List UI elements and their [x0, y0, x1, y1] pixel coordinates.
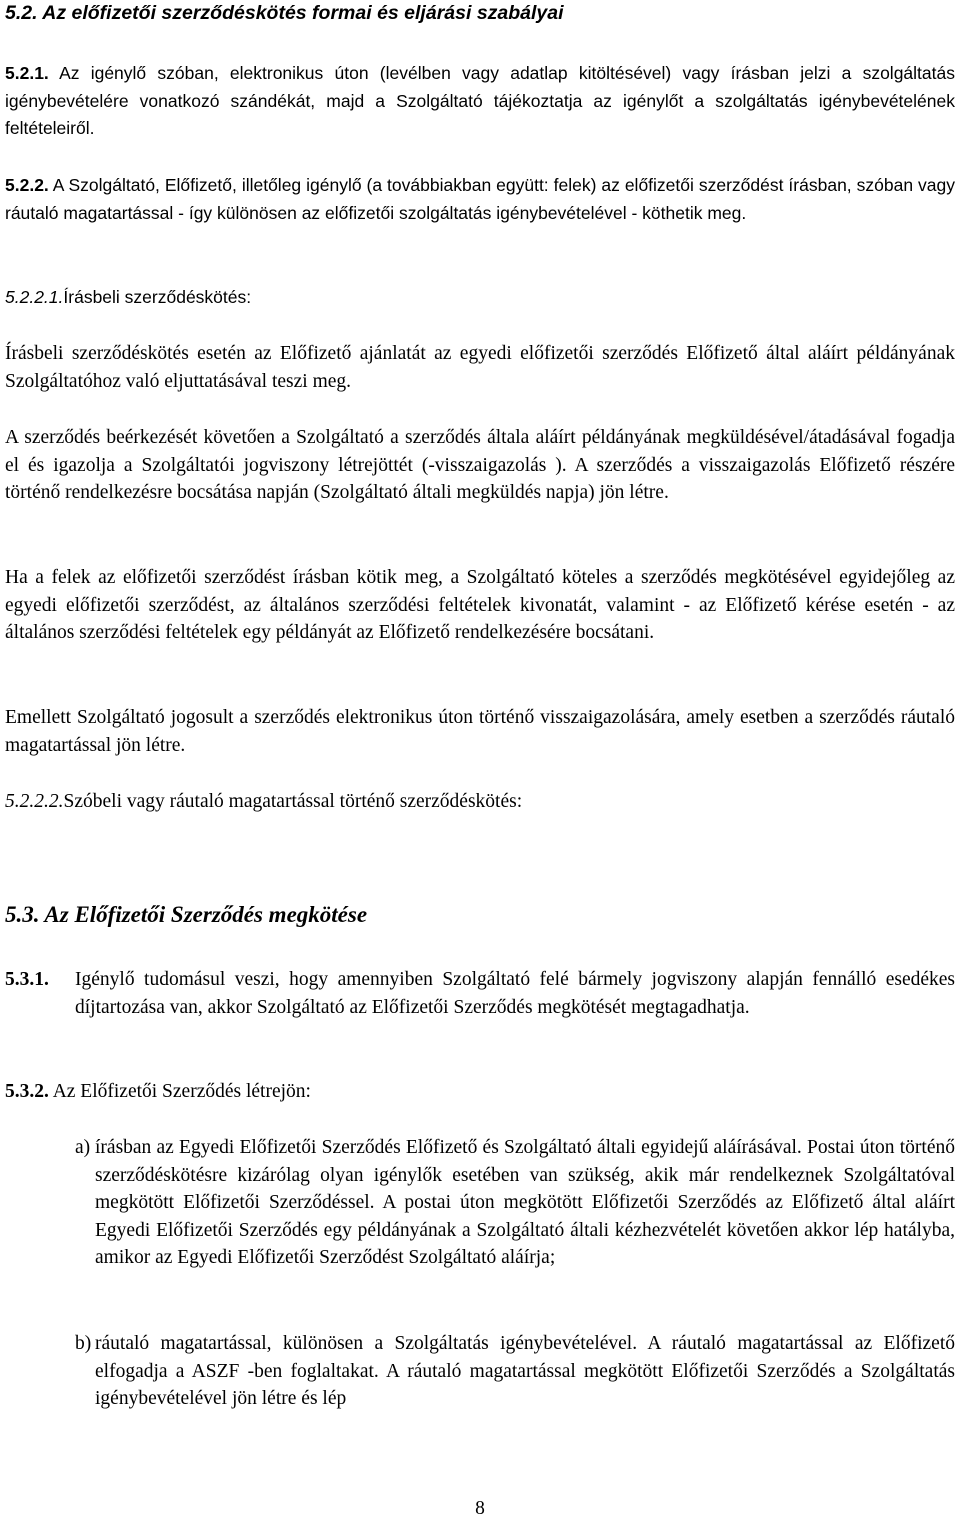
- paragraph-text: Az igénylő szóban, elektronikus úton (levélben vagy adatlap kitöltésével) vagy írásban jelzi a szolgáltatás igénybevételére vonatkozó szándékát, majd a Szolgáltató tájékoztatja az igénylőt a szolgáltatás igénybevételének feltételeiről.: [5, 63, 955, 138]
- list-item-b: [75, 1330, 955, 1413]
- page-number: 8: [475, 1498, 485, 1519]
- paragraph-electronic-confirmation: Emellett Szolgáltató jogosult a szerződés elektronikus úton történő visszaigazolására, amely esetben a szerződés ráutaló magatartással jön létre.: [5, 707, 955, 756]
- subsection-title: Szóbeli vagy ráutaló magatartással történő szerződéskötés:: [63, 791, 523, 812]
- paragraph-number: 5.2.2.: [5, 175, 49, 195]
- paragraph-text: Igénylő tudomásul veszi, hogy amennyiben Szolgáltató felé bármely jogviszony alapján fennálló esedékes díjtartozása van, akkor Szolgáltató az Előfizetői Szerződés megkötését megtagadhatja.: [75, 969, 955, 1018]
- section-title: Az előfizetői szerződéskötés formai és eljárási szabályai: [42, 2, 564, 24]
- list-marker: b): [75, 1333, 92, 1354]
- subsection-number: 5.2.2.1.: [5, 287, 64, 307]
- section-number: 5.3.: [5, 902, 40, 927]
- paragraph-number: 5.2.1.: [5, 63, 49, 83]
- paragraph-number: 5.3.2.: [5, 1081, 49, 1102]
- paragraph-number: 5.3.1.: [5, 969, 49, 990]
- list-marker: a): [75, 1137, 91, 1158]
- paragraph-written-contract: Írásbeli szerződéskötés esetén az Előfizető ajánlatát az egyedi előfizetői szerződés Előfizető által aláírt példányának Szolgáltatóhoz való eljuttatásával teszi meg.: [5, 343, 955, 392]
- section-title: Az Előfizetői Szerződés megkötése: [44, 902, 368, 927]
- paragraph-confirmation: A szerződés beérkezését követően a Szolgáltató a szerződés általa aláírt példányának megküldésével/átadásával fogadja el és igazolja a Szolgáltatói jogviszony létrejöttét (-visszaigazolás ). A szerződés a visszaigazolás Előfizető részére történő rendelkezésre bocsátása napján (Szolgáltató általi megküldés napja) jön létre.: [5, 427, 955, 504]
- paragraph-5-2-2: [5, 172, 955, 227]
- paragraph-text: A Szolgáltató, Előfizető, illetőleg igénylő (a továbbiakban együtt: felek) az előfizetői szerződést írásban, szóban vagy ráutaló magatartással - így különösen az előfizetői szolgáltatás igénybevételével - köthetik meg.: [5, 175, 955, 223]
- paragraph-text: Az Előfizetői Szerződés létrejön:: [52, 1081, 311, 1102]
- subsection-number: 5.2.2.2.: [5, 791, 64, 812]
- paragraph-written-obligations: Ha a felek az előfizetői szerződést írásban kötik meg, a Szolgáltató köteles a szerződés megkötésével egyidejőleg az egyedi előfizetői szerződést, az általános szerződési feltételek kivonatát, valamint - az Előfizető kérése esetén - az általános szerződési feltételek egy példányát az Előfizető rendelkezésére bocsátani.: [5, 567, 955, 644]
- subsection-5-2-2-1: [5, 284, 955, 312]
- list-item-a: [75, 1134, 955, 1272]
- section-heading-5-3: [5, 900, 955, 930]
- list-item-text: írásban az Egyedi Előfizetői Szerződés Előfizető és Szolgáltató általi egyidejű aláírásával. Postai úton történő szerződéskötésre kizárólag olyan igénylők esetében van szükség, akik már rendelkeznek Szolgáltatóval megkötött Előfizetői Szerződéssel. A postai úton megkötött Előfizetői Szerződés az Előfizető által aláírt Egyedi Előfizetői Szerződés egy példányának a Szolgáltató általi kézhezvételét követően akkor lép hatályba, amikor az Egyedi Előfizetői Szerződést Szolgáltató aláírja;: [95, 1137, 955, 1269]
- paragraph-5-3-2: [5, 1078, 955, 1106]
- paragraph-5-2-1: [5, 60, 955, 143]
- section-heading-5-2: [5, 0, 955, 27]
- section-number: 5.2.: [5, 2, 38, 24]
- subsection-title: Írásbeli szerződéskötés:: [63, 287, 252, 307]
- list-item-text: ráutaló magatartással, különösen a Szolgáltatás igénybevételével. A ráutaló magatartással az Előfizető elfogadja a ASZF -ben foglaltakat. A ráutaló magatartással megkötött Előfizetői Szerződés a Szolgáltatás igénybevételével jön létre és lép: [95, 1333, 955, 1410]
- paragraph-5-3-1: [5, 966, 955, 1021]
- subsection-5-2-2-2: [5, 788, 955, 816]
